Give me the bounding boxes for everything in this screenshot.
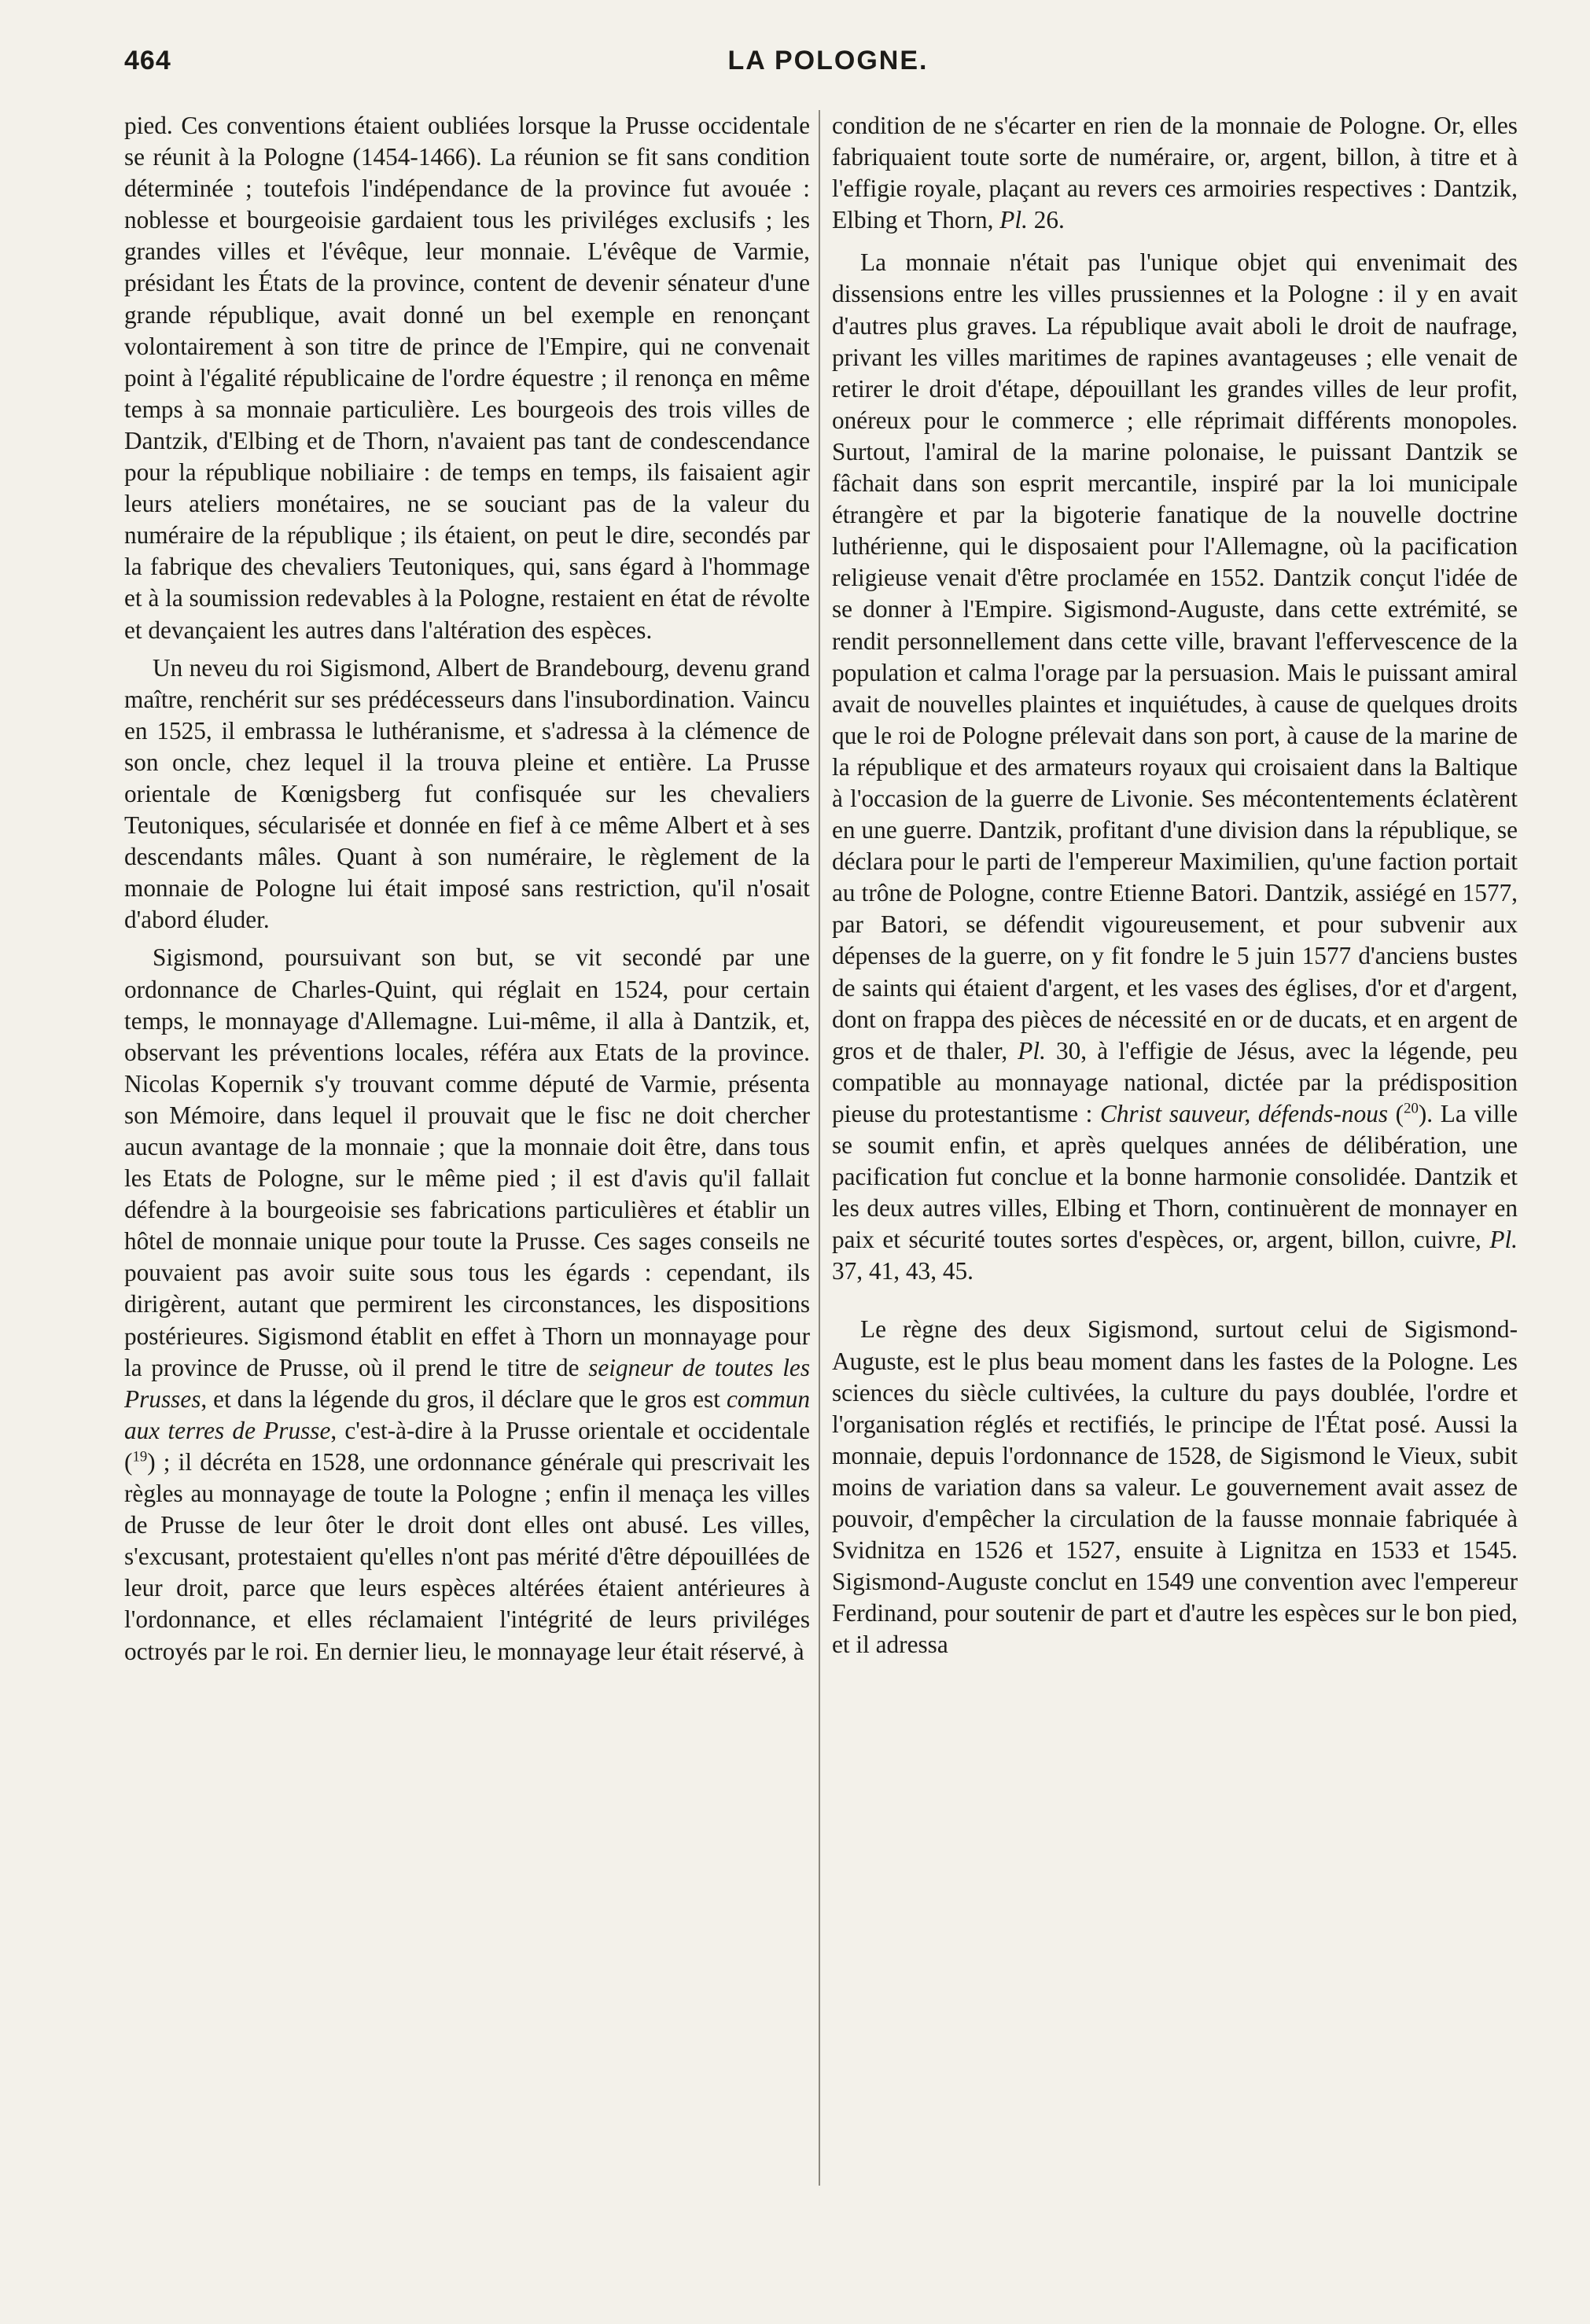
text-run: ( bbox=[1388, 1099, 1404, 1127]
text-run: 37, 41, 43, 45. bbox=[832, 1257, 974, 1285]
plate-ref: Pl. bbox=[999, 206, 1028, 234]
text-run: , et dans la légende du gros, il déclare que le gros est bbox=[201, 1384, 727, 1413]
text-run: 26. bbox=[1027, 206, 1065, 234]
paragraph-left-2: Un neveu du roi Sigismond, Albert de Brandebourg, devenu grand maître, renchérit sur ses prédécesseurs dans l'insubordination. Vaincu en 1525, il embrassa le luthéranisme, et s'adressa à la clémence de son oncle, chez lequel il la trouva pleine et entière. La Prusse orientale de Kœnigsberg fut confisquée sur les chevaliers Teutoniques, sécularisée et donnée en fief à ce même Albert et à ses descendants mâles. Quant à son numéraire, le règlement de la monnaie de Pologne lui était imposé sans restriction, qu'il n'osait d'abord éluder. bbox=[124, 653, 810, 934]
paragraph-right-3: Le règne des deux Sigismond, surtout celui de Sigismond-Auguste, est le plus beau moment dans les fastes de la Pologne. Les sciences du siècle cultivées, la culture du pays doublée, l'ordre et l'organisation réglés et rectifiés, le principe de l'État posé. Aussi la monnaie, depuis l'ordonnance de 1528, de Sigismond le Vieux, subit moins de variation dans sa valeur. Le gouvernement avait assez de pouvoir, d'empêcher la circulation de la fausse monnaie fabriquée à Svidnitza en 1526 et 1527, ensuite à Lignitza en 1533 et 1545. Sigismond-Auguste conclut en 1549 une convention avec l'empereur Ferdinand, pour soutenir de part et d'autre les espèces sur le bon pied, et il adressa bbox=[832, 1315, 1518, 1659]
paragraph-right-1 bbox=[832, 110, 1518, 236]
paragraph-left-3 bbox=[124, 942, 810, 1667]
text-run: 30, à l'effigie de Jésus, avec la légende, peu compatible au monnayage national, dictée par la prédisposition pieuse du protestantisme : bbox=[832, 1036, 1518, 1127]
italic-legend: Christ sauveur, défends-nous bbox=[1099, 1099, 1389, 1127]
text-run: , c'est-à-dire à la Prusse orientale et occidentale ( bbox=[124, 1416, 810, 1476]
italic-title: seigneur de toutes les Prusses bbox=[124, 1353, 810, 1413]
text-run: ). La ville se soumit enfin, et après quelques années de délibération, une pacification fut conclue et la bonne harmonie consolidée. Dantzik et les deux autres villes, Elbing et Thorn, continuèrent de monnayer en paix et sécurité toutes sortes d'espèces, or, argent, billon, cuivre, bbox=[832, 1099, 1518, 1254]
right-column bbox=[832, 110, 1518, 2288]
text-run: La monnaie n'était pas l'unique objet qui envenimait des dissensions entre les villes prussiennes et la Pologne : il y en avait d'autres plus graves. La république avait aboli le droit de naufrage, privant les villes maritimes de rapines avantageuses ; elle venait de retirer le droit d'étape, dépouillant les grandes villes de leur profit, onéreux pour le commerce ; elle réprimait différents monopoles. Surtout, l'amiral de la marine polonaise, le puissant Dantzik se fâchait dans son esprit mercantile, inspiré par la loi municipale étrangère et par la bigoterie fanatique de la nouvelle doctrine luthérienne, qui le disposaient pour l'Allemagne, où la pacification religieuse venait d'être proclamée en 1552. Dantzik conçut l'idée de se donner à l'Empire. Sigismond-Auguste, dans cette extrémité, se rendit personnellement dans cette ville, bravant l'effervescence de la population et calma l'orage par la persuasion. Mais le puissant amiral avait de nouvelles plaintes et inquiétudes, à cause de quelques droits que le roi de Pologne prélevait dans son port, à cause de la marine de la république et des armateurs royaux qui croisaient dans la Baltique à l'occasion de la guerre de Livonie. Ses mécontentements éclatèrent en une guerre. Dantzik, profitant d'une division dans la république, se déclara pour le parti de l'empereur Maximilien, qu'une faction portait au trône de Pologne, contre Etienne Batori. Dantzik, assiégé en 1577, par Batori, se défendit vigoureusement, et pour subvenir aux dépenses de la guerre, on y fit fondre le 5 juin 1577 d'anciens bustes de saints qui étaient d'argent, et les vases des églises, d'or et d'argent, dont on frappa des pièces de nécessité en or de ducats, et en argent de gros et de thaler, bbox=[832, 248, 1518, 1065]
running-title: LA POLOGNE. bbox=[727, 46, 929, 75]
plate-ref: Pl. bbox=[1018, 1036, 1046, 1065]
page-header bbox=[124, 46, 1532, 90]
left-column bbox=[124, 110, 810, 2288]
italic-legend: commun aux terres de Prusse bbox=[124, 1384, 810, 1444]
page-number: 464 bbox=[124, 46, 171, 75]
footnote-ref: 20 bbox=[1404, 1100, 1419, 1117]
paragraph-left-1: pied. Ces conventions étaient oubliées lorsque la Prusse occidentale se réunit à la Pologne (1454-1466). La réunion se fit sans condition déterminée ; toutefois l'indépendance de la province fut avouée : noblesse et bourgeoisie gardaient tous les priviléges exclusifs ; les grandes villes et l'évêque, leur monnaie. L'évêque de Varmie, présidant les États de la province, content de devenir sénateur d'une grande république, avait donné un bel exemple en renonçant volontairement à son titre de prince de l'Empire, qui ne convenait point à l'égalité républicaine de l'ordre équestre ; il renonça en même temps à sa monnaie particulière. Les bourgeois des trois villes de Dantzik, d'Elbing et de Thorn, n'avaient pas tant de condescendance pour la république nobiliaire : de temps en temps, ils faisaient agir leurs ateliers monétaires, ne se souciant pas de la valeur du numéraire de la république ; ils étaient, on peut le dire, secondés par la fabrique des chevaliers Teutoniques, qui, sans égard à l'hommage et à la soumission redevables à la Pologne, restaient en état de révolte et devançaient les autres dans l'altération des espèces. bbox=[124, 112, 810, 644]
column-divider bbox=[819, 110, 820, 2186]
text-run: condition de ne s'écarter en rien de la monnaie de Pologne. Or, elles fabriquaient toute sorte de numéraire, or, argent, billon, à titre et à l'effigie royale, plaçant au revers ces armoiries respectives : Dantzik, Elbing et Thorn, bbox=[832, 112, 1518, 234]
footnote-ref: 19 bbox=[132, 1448, 148, 1465]
text-run: Sigismond, poursuivant son but, se vit secondé par une ordonnance de Charles-Quint, qui réglait en 1524, pour certain temps, le monnayage d'Allemagne. Lui-même, il alla à Dantzik, et, observant les préventions locales, référa aux Etats de la province. Nicolas Kopernik s'y trouvant comme député de Varmie, présenta son Mémoire, dans lequel il prouvait que le fisc ne doit chercher aucun avantage de la monnaie ; que la monnaie doit être, dans tous les Etats de Pologne, sur le même pied ; il est d'avis qu'il fallait défendre à la bourgeoisie ses fabrications particulières et établir un hôtel de monnaie unique pour toute la Prusse. Ces sages conseils ne pouvaient pas avoir suite sous tous les égards : cependant, ils dirigèrent, autant que permirent les circonstances, les dispositions postérieures. Sigismond établit en effet à Thorn un monnayage pour la province de Prusse, où il prend le titre de bbox=[124, 943, 810, 1381]
text-run: ) ; il décréta en 1528, une ordonnance générale qui prescrivait les règles au monnayage de toute la Pologne ; enfin il menaça les villes de Prusse de leur ôter le droit dont elles ont abusé. Les villes, s'excusant, protestaient qu'elles n'ont pas mérité d'être dépouillées de leur droit, parce que leurs espèces altérées étaient antérieures à l'ordonnance, et elles réclamaient l'intégrité de leurs priviléges octroyés par le roi. En dernier lieu, le monnayage leur était réservé, à bbox=[124, 1447, 810, 1665]
plate-ref: Pl. bbox=[1489, 1226, 1518, 1254]
paragraph-right-2 bbox=[832, 247, 1518, 1287]
